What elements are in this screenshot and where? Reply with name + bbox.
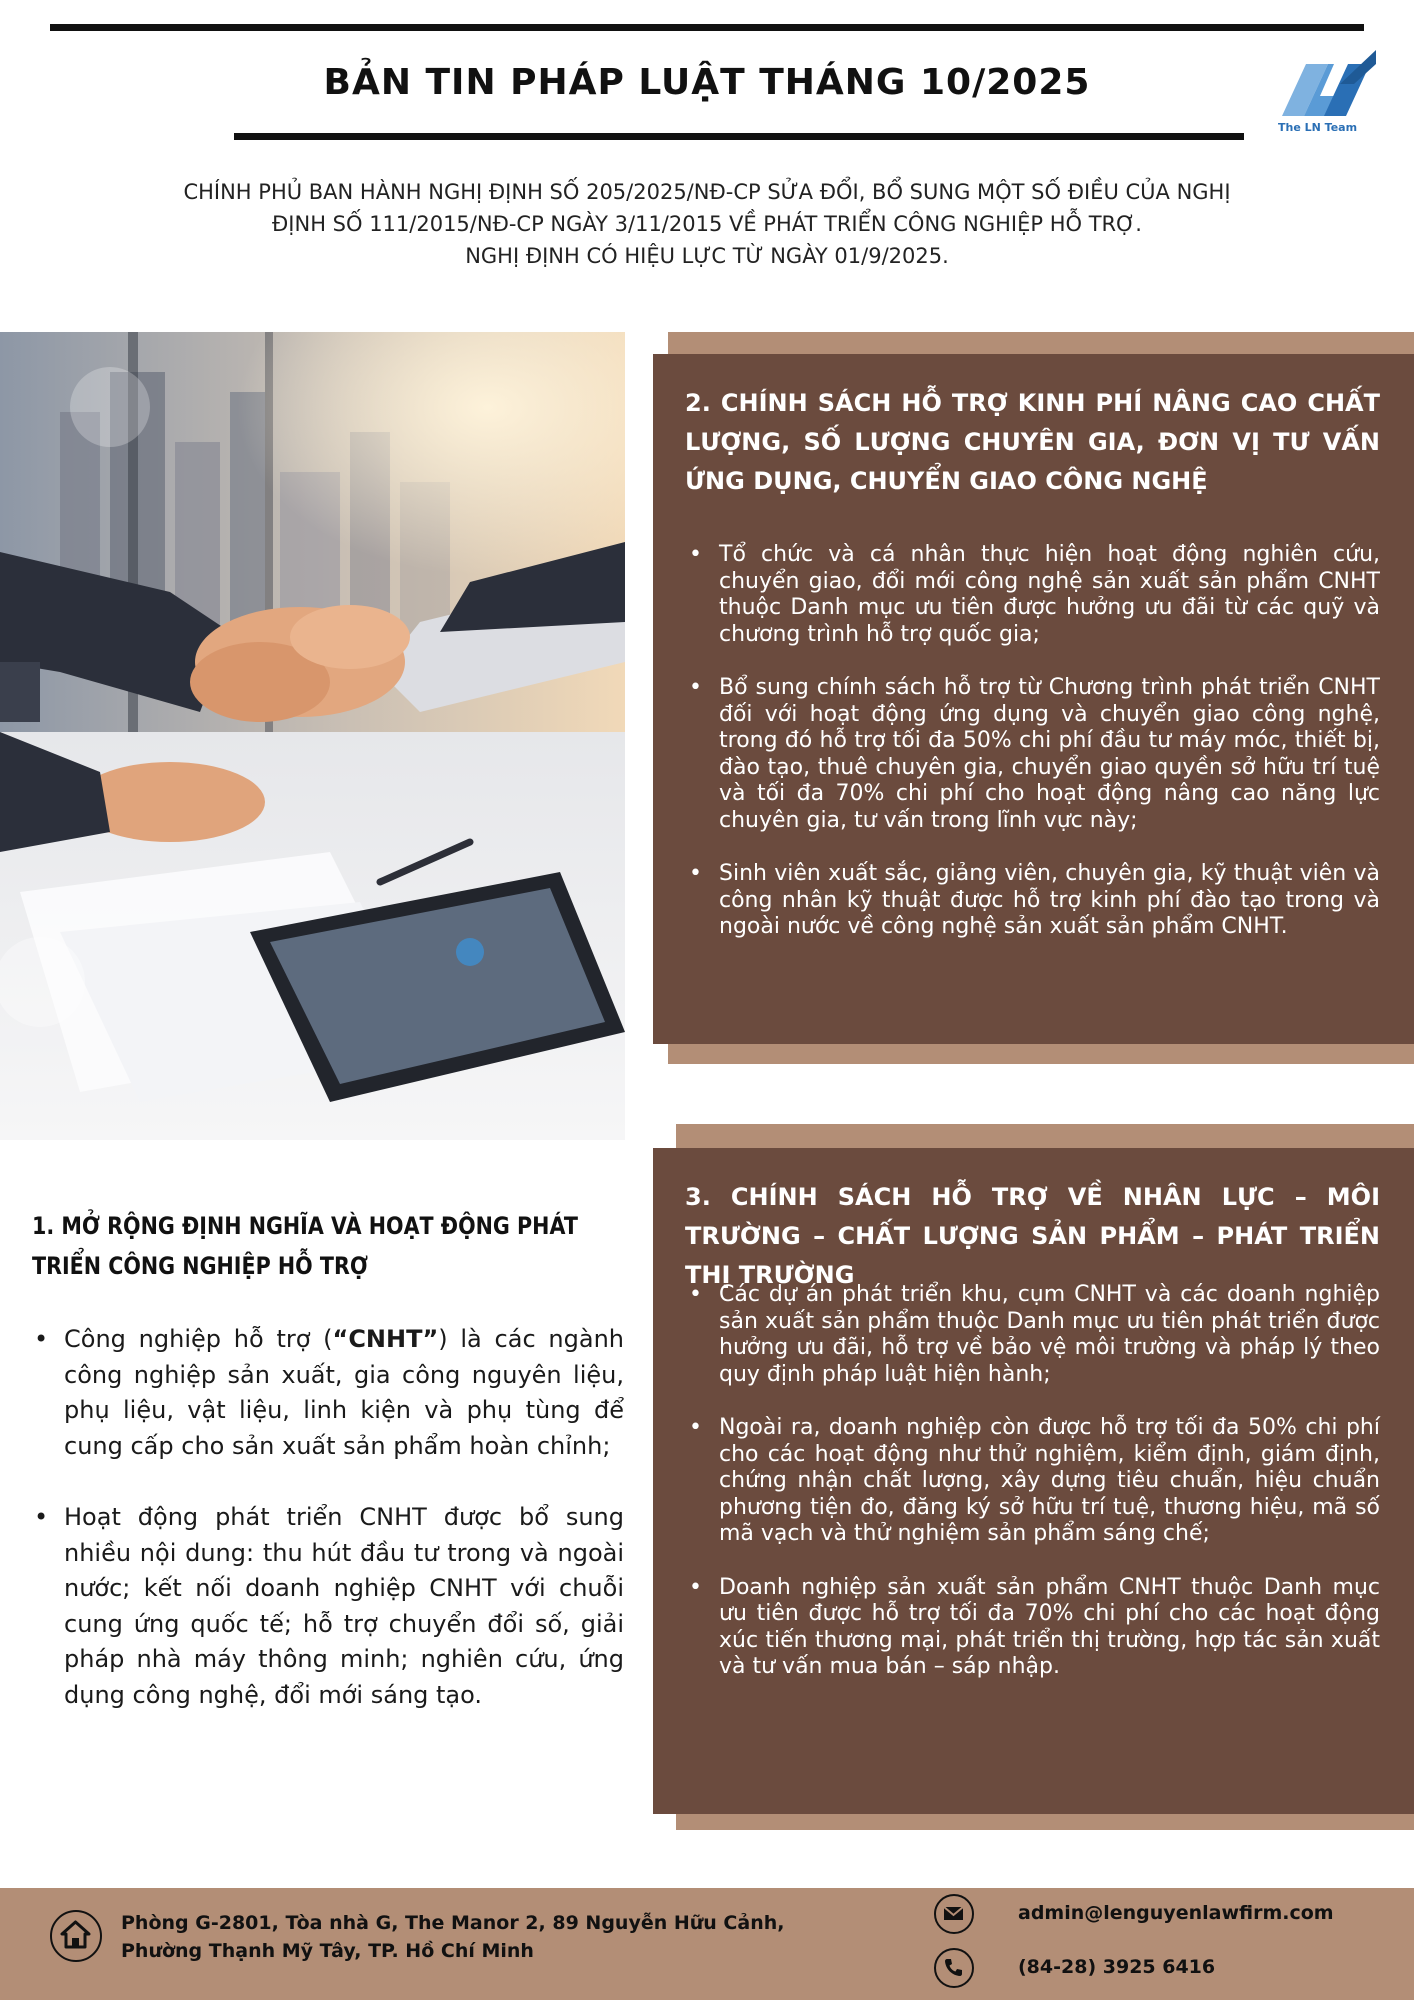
intro-line-3: NGHỊ ĐỊNH CÓ HIỆU LỰC TỪ NGÀY 01/9/2025. bbox=[465, 244, 949, 268]
phone-icon bbox=[934, 1948, 974, 1988]
section2-item: • Sinh viên xuất sắc, giảng viên, chuyên gia, kỹ thuật viên và công nhân kỹ thuật được hỗ trợ kinh phí đào tạo trong và ngoài nước về công nghệ sản xuất sản phẩm CNHT. bbox=[685, 861, 1380, 941]
phone-number[interactable]: (84-28) 3925 6416 bbox=[1018, 1956, 1216, 1978]
email-address[interactable]: admin@lenguyenlawfirm.com bbox=[1018, 1902, 1334, 1924]
email-icon bbox=[934, 1894, 974, 1934]
address-line-1: Phòng G-2801, Tòa nhà G, The Manor 2, 89 Nguyễn Hữu Cảnh, bbox=[121, 1912, 785, 1934]
section2-item: • Tổ chức và cá nhân thực hiện hoạt động nghiên cứu, chuyển giao, đổi mới công nghệ sản xuất sản phẩm CNHT thuộc Danh mục ưu tiên được hưởng ưu đãi từ các quỹ và chương trình hỗ trợ quốc gia; bbox=[685, 542, 1380, 648]
section1-list bbox=[32, 1322, 624, 1749]
page-title: BẢN TIN PHÁP LUẬT THÁNG 10/2025 bbox=[323, 62, 1091, 103]
section1-item1-before: Công nghiệp hỗ trợ ( bbox=[64, 1325, 333, 1353]
handshake-photo bbox=[0, 332, 625, 1140]
title-underline bbox=[234, 133, 1244, 140]
top-rule bbox=[50, 24, 1364, 31]
section1-item bbox=[32, 1322, 624, 1464]
section3-item: • Doanh nghiệp sản xuất sản phẩm CNHT thuộc Danh mục ưu tiên được hỗ trợ tối đa 70% chi phí cho các hoạt động xúc tiến thương mại, phát triển thị trường, hợp tác sản xuất và tư vấn mua bán – sáp nhập. bbox=[685, 1575, 1380, 1681]
section2-item: • Bổ sung chính sách hỗ trợ từ Chương trình phát triển CNHT đối với hoạt động ứng dụng và chuyển giao công nghệ, trong đó hỗ trợ tối đa 50% chi phí đầu tư máy móc, thiết bị, đào tạo, thuê chuyên gia, chuyển giao quyền sở hữu trí tuệ và tối đa 70% chi phí cho hoạt động nâng cao năng lực chuyên gia, tư vấn trong lĩnh vực này; bbox=[685, 675, 1380, 834]
section3-item: • Ngoài ra, doanh nghiệp còn được hỗ trợ tối đa 50% chi phí cho các hoạt động như thử nghiệm, kiểm định, giám định, chứng nhận chất lượng, xây dựng tiêu chuẩn, hiệu chuẩn phương tiện đo, đăng ký sở hữu trí tuệ, thương hiệu, mã số mã vạch và thử nghiệm sản phẩm sáng chế; bbox=[685, 1415, 1380, 1548]
section3-box bbox=[653, 1148, 1414, 1814]
section1-item1-after: ) là các ngành công nghiệp sản xuất, gia công nguyên liệu, phụ liệu, vật liệu, linh kiện và phụ tùng để cung cấp cho sản xuất sản phẩm hoàn chỉnh; bbox=[64, 1325, 624, 1460]
footer bbox=[0, 1888, 1414, 2000]
section3-list bbox=[685, 1282, 1380, 1708]
section2-box bbox=[653, 354, 1414, 1044]
intro-line-2: ĐỊNH SỐ 111/2015/NĐ-CP NGÀY 3/11/2015 VỀ PHÁT TRIỂN CÔNG NGHIỆP HỖ TRỢ. bbox=[272, 212, 1142, 236]
section2-list bbox=[685, 542, 1380, 968]
cnht-abbreviation: “CNHT” bbox=[332, 1325, 439, 1353]
intro-text bbox=[130, 176, 1284, 272]
handshake-illustration bbox=[0, 332, 625, 1140]
section3-item: • Các dự án phát triển khu, cụm CNHT và các doanh nghiệp sản xuất sản phẩm thuộc Danh mục ưu tiên phát triển được hưởng ưu đãi, hỗ trợ về bảo vệ môi trường và pháp lý theo quy định pháp luật hiện hành; bbox=[685, 1282, 1380, 1388]
section1-title: 1. MỞ RỘNG ĐỊNH NGHĨA VÀ HOẠT ĐỘNG PHÁT TRIỂN CÔNG NGHIỆP HỖ TRỢ bbox=[32, 1212, 578, 1280]
section2-title: 2. CHÍNH SÁCH HỖ TRỢ KINH PHÍ NÂNG CAO CHẤT LƯỢNG, SỐ LƯỢNG CHUYÊN GIA, ĐƠN VỊ TƯ VẤN ỨNG DỤNG, CHUYỂN GIAO CÔNG NGHỆ bbox=[685, 389, 1380, 495]
section1-item: • Hoạt động phát triển CNHT được bổ sung nhiều nội dung: thu hút đầu tư trong và ngoài nước; kết nối doanh nghiệp CNHT với chuỗi cung ứng quốc tế; hỗ trợ chuyển đổi số, giải pháp nhà máy thông minh; nghiên cứu, ứng dụng công nghệ, đổi mới sáng tạo. bbox=[32, 1500, 624, 1713]
logo-text: The LN Team bbox=[1278, 121, 1358, 134]
intro-line-1: CHÍNH PHỦ BAN HÀNH NGHỊ ĐỊNH SỐ 205/2025/NĐ-CP SỬA ĐỔI, BỔ SUNG MỘT SỐ ĐIỀU CỦA NGHỊ bbox=[183, 180, 1231, 204]
section3-title: 3. CHÍNH SÁCH HỖ TRỢ VỀ NHÂN LỰC – MÔI TRƯỜNG – CHẤT LƯỢNG SẢN PHẨM – PHÁT TRIỂN THỊ TRƯỜNG bbox=[685, 1183, 1380, 1289]
address-line-2: Phường Thạnh Mỹ Tây, TP. Hồ Chí Minh bbox=[121, 1940, 534, 1962]
home-icon bbox=[50, 1910, 102, 1962]
